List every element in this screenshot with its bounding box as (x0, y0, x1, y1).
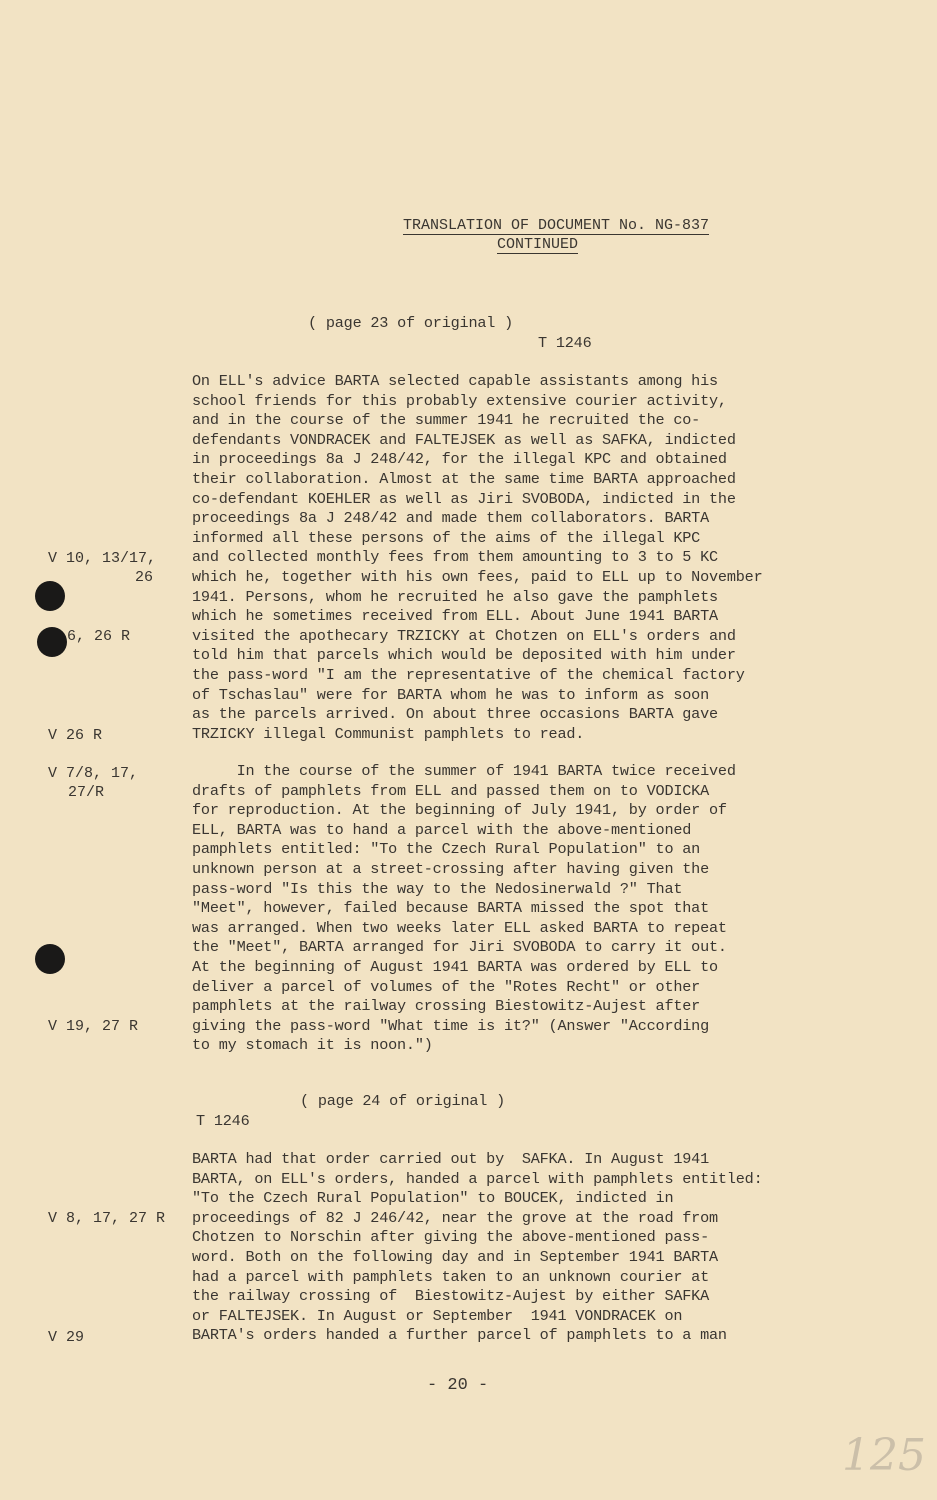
body-line: to my stomach it is noon.") (192, 1036, 433, 1055)
body-line: On ELL's advice BARTA selected capable assistants among his (192, 372, 718, 390)
body-line: informed all these persons of the aims of the illegal KPC (192, 528, 701, 547)
page-reference-23: ( page 23 of original ) (308, 314, 514, 332)
body-line: 1941. Persons, whom he recruited he also gave the pamphlets (192, 587, 718, 606)
page-number: - 20 - (427, 1376, 489, 1395)
body-line: ELL, BARTA was to hand a parcel with the above-mentioned (192, 820, 692, 839)
body-line: TRZICKY illegal Communist pamphlets to read. (192, 724, 585, 743)
body-line: their collaboration. Almost at the same time BARTA approached (192, 470, 736, 488)
body-line: was arranged. When two weeks later ELL asked BARTA to repeat (192, 918, 727, 937)
body-line: BARTA, on ELL's orders, handed a parcel with pamphlets entitled: (192, 1169, 763, 1188)
document-subtitle: CONTINUED (497, 236, 579, 253)
body-line: deliver a parcel of volumes of the "Rotes Recht" or other (192, 977, 701, 996)
margin-note: V 26 R (48, 727, 103, 744)
margin-note: V 7/8, 17, (48, 765, 139, 782)
margin-note: V 10, 13/17, (48, 550, 157, 567)
body-line: proceedings of 82 J 246/42, near the grove at the road from (192, 1208, 718, 1227)
body-line: "Meet", however, failed because BARTA missed the spot that (192, 899, 710, 918)
body-line: which he, together with his own fees, paid to ELL up to November (192, 568, 763, 586)
body-line: of Tschaslau" were for BARTA whom he was to inform as soon (192, 685, 710, 704)
body-line: the "Meet", BARTA arranged for Jiri SVOBODA to carry it out. (192, 938, 727, 957)
margin-note: V 8, 17, 27 R (48, 1210, 166, 1227)
body-line: had a parcel with pamphlets taken to an unknown courier at (192, 1267, 710, 1286)
margin-note: 6, 26 R (67, 628, 131, 645)
margin-note: V 19, 27 R (48, 1018, 139, 1035)
body-line: which he sometimes received from ELL. About June 1941 BARTA (192, 607, 718, 626)
body-line: visited the apothecary TRZICKY at Chotzen on ELL's orders and (192, 626, 736, 645)
pencil-annotation: 125 (842, 1430, 926, 1481)
margin-note: 26 (135, 569, 154, 586)
body-line: school friends for this probably extensive courier activity, (192, 391, 727, 410)
body-line: in proceedings 8a J 248/42, for the illegal KPC and obtained (192, 450, 727, 469)
body-line: the pass-word "I am the representative of the chemical factory (192, 666, 745, 684)
document-code-23: T 1246 (538, 334, 592, 352)
body-line: "To the Czech Rural Population" to BOUCEK, indicted in (192, 1189, 674, 1208)
margin-note: V 29 (48, 1329, 85, 1346)
body-line: At the beginning of August 1941 BARTA was ordered by ELL to (192, 958, 718, 976)
document-code-24: T 1246 (196, 1112, 250, 1130)
page-reference-24: ( page 24 of original ) (300, 1092, 506, 1110)
body-line: proceedings 8a J 248/42 and made them collaborators. BARTA (192, 509, 710, 528)
body-line: and in the course of the summer 1941 he recruited the co- (192, 411, 701, 430)
punch-hole (37, 627, 67, 657)
body-line: the railway crossing of Biestowitz-Aujest by either SAFKA (192, 1287, 710, 1306)
body-line: pamphlets entitled: "To the Czech Rural Population" to an (192, 840, 701, 859)
body-line: told him that parcels which would be deposited with him under (192, 646, 736, 665)
punch-hole (35, 944, 65, 974)
body-line: unknown person at a street-crossing after having given the (192, 860, 710, 878)
body-line: or FALTEJSEK. In August or September 1941 VONDRACEK on (192, 1306, 683, 1325)
body-line: In the course of the summer of 1941 BARTA twice received (192, 762, 736, 780)
body-line: defendants VONDRACEK and FALTEJSEK as well as SAFKA, indicted (192, 430, 736, 449)
body-line: and collected monthly fees from them amounting to 3 to 5 KC (192, 548, 718, 567)
body-line: co-defendant KOEHLER as well as Jiri SVOBODA, indicted in the (192, 489, 736, 508)
punch-hole (35, 581, 65, 611)
body-line: as the parcels arrived. On about three occasions BARTA gave (192, 705, 718, 724)
document-title: TRANSLATION OF DOCUMENT No. NG-837 (403, 217, 710, 234)
margin-note: 27/R (68, 784, 105, 801)
body-line: BARTA had that order carried out by SAFKA. In August 1941 (192, 1150, 710, 1168)
body-line: Chotzen to Norschin after giving the above-mentioned pass- (192, 1228, 710, 1247)
body-line: BARTA's orders handed a further parcel of pamphlets to a man (192, 1326, 727, 1345)
body-line: word. Both on the following day and in September 1941 BARTA (192, 1248, 718, 1266)
body-line: for reproduction. At the beginning of July 1941, by order of (192, 801, 727, 820)
body-line: giving the pass-word "What time is it?" (Answer "According (192, 1016, 710, 1035)
body-line: pamphlets at the railway crossing Biestowitz-Aujest after (192, 997, 701, 1016)
body-line: drafts of pamphlets from ELL and passed them on to VODICKA (192, 781, 710, 800)
body-line: pass-word "Is this the way to the Nedosinerwald ?" That (192, 879, 683, 898)
